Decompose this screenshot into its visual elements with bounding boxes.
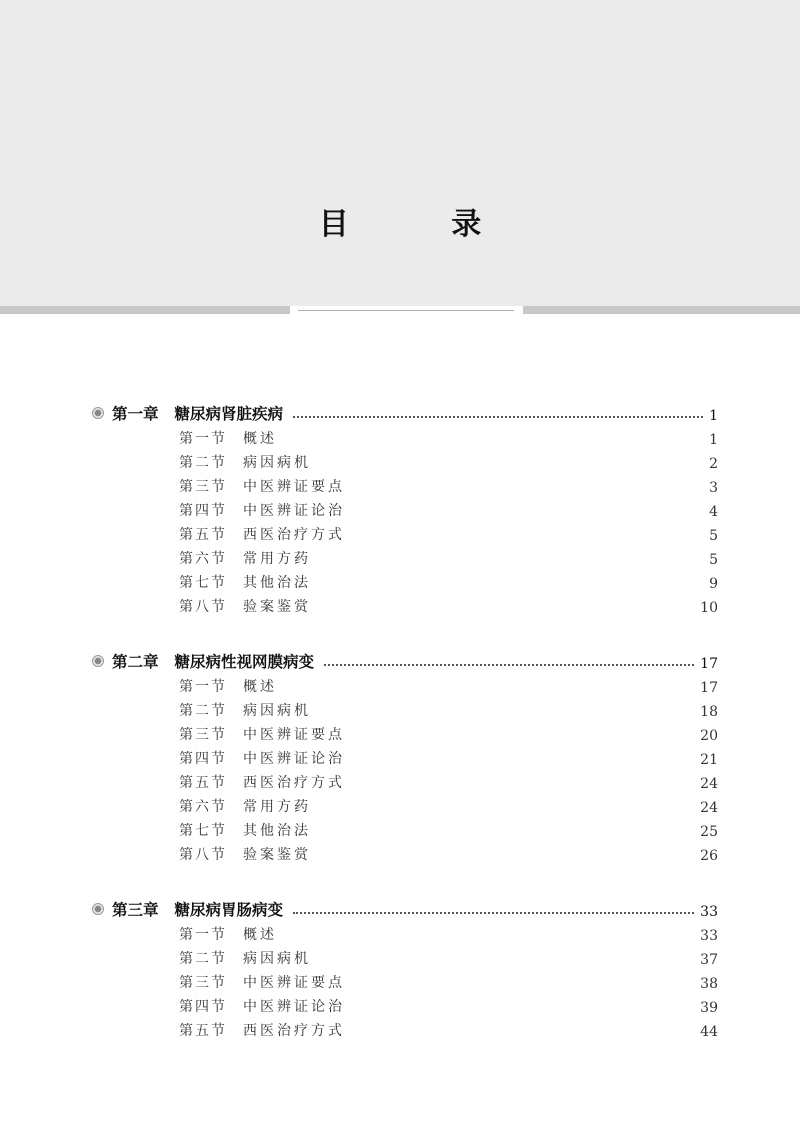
section-entry[interactable] xyxy=(179,450,718,472)
section-number: 第七节 xyxy=(179,575,227,591)
section-page: 39 xyxy=(700,1000,718,1016)
section-entry[interactable] xyxy=(179,770,718,792)
section-number: 第二节 xyxy=(179,951,227,967)
section-page: 9 xyxy=(709,576,718,592)
section-page: 24 xyxy=(700,776,718,792)
section-entry[interactable] xyxy=(179,570,718,592)
section-title: 中医辨证要点 xyxy=(243,975,345,991)
dot-leader xyxy=(293,415,703,418)
section-number: 第二节 xyxy=(179,703,227,719)
section-page: 2 xyxy=(709,456,718,472)
section-number: 第八节 xyxy=(179,847,227,863)
section-page: 1 xyxy=(709,432,718,448)
section-page: 33 xyxy=(700,928,718,944)
section-page: 37 xyxy=(700,952,718,968)
section-entry[interactable] xyxy=(179,994,718,1016)
section-title: 中医辨证论治 xyxy=(243,999,345,1015)
section-page: 24 xyxy=(700,800,718,816)
chapter-page: 33 xyxy=(700,904,718,920)
section-number: 第五节 xyxy=(179,527,227,543)
section-number: 第五节 xyxy=(179,1023,227,1039)
section-entry[interactable] xyxy=(179,746,718,768)
section-entry[interactable] xyxy=(179,522,718,544)
section-entry[interactable] xyxy=(179,698,718,720)
section-entry[interactable] xyxy=(179,946,718,968)
section-entry[interactable] xyxy=(179,426,718,448)
chapter-title: 糖尿病胃肠病变 xyxy=(174,900,284,919)
section-page: 10 xyxy=(700,600,718,616)
section-entry[interactable] xyxy=(179,674,718,696)
section-number: 第八节 xyxy=(179,599,227,615)
section-title: 病因病机 xyxy=(243,703,311,719)
header-band xyxy=(0,0,800,306)
section-entry[interactable] xyxy=(179,498,718,520)
bullet-icon xyxy=(92,407,104,419)
section-title: 概述 xyxy=(243,679,277,695)
section-number: 第四节 xyxy=(179,999,227,1015)
section-title: 西医治疗方式 xyxy=(243,1023,345,1039)
section-page: 5 xyxy=(709,528,718,544)
section-title: 西医治疗方式 xyxy=(243,527,345,543)
page-title: 目 录 xyxy=(318,207,528,242)
section-page: 25 xyxy=(700,824,718,840)
section-number: 第三节 xyxy=(179,479,227,495)
bullet-icon xyxy=(92,655,104,667)
section-entry[interactable] xyxy=(179,722,718,744)
section-entry[interactable] xyxy=(179,842,718,864)
chapter-title: 糖尿病性视网膜病变 xyxy=(174,652,315,671)
chapter-number: 第二章 xyxy=(112,652,159,671)
chapter-number: 第三章 xyxy=(112,900,159,919)
dot-leader xyxy=(293,911,694,914)
section-title: 中医辨证论治 xyxy=(243,751,345,767)
divider-center xyxy=(298,310,514,311)
section-title: 病因病机 xyxy=(243,951,311,967)
section-title: 其他治法 xyxy=(243,575,311,591)
section-number: 第五节 xyxy=(179,775,227,791)
section-entry[interactable] xyxy=(179,474,718,496)
section-title: 验案鉴赏 xyxy=(243,847,311,863)
section-number: 第一节 xyxy=(179,679,227,695)
section-page: 17 xyxy=(700,680,718,696)
chapter-entry[interactable] xyxy=(92,648,718,672)
section-entry[interactable] xyxy=(179,594,718,616)
chapter-number: 第一章 xyxy=(112,404,159,423)
section-page: 20 xyxy=(700,728,718,744)
chapter-title: 糖尿病肾脏疾病 xyxy=(174,404,284,423)
chapter-page: 1 xyxy=(709,408,718,424)
section-title: 中医辨证要点 xyxy=(243,727,345,743)
section-page: 26 xyxy=(700,848,718,864)
section-number: 第一节 xyxy=(179,431,227,447)
section-page: 38 xyxy=(700,976,718,992)
section-page: 3 xyxy=(709,480,718,496)
section-page: 18 xyxy=(700,704,718,720)
section-page: 5 xyxy=(709,552,718,568)
section-entry[interactable] xyxy=(179,546,718,568)
section-page: 4 xyxy=(709,504,718,520)
chapter-entry[interactable] xyxy=(92,400,718,424)
section-entry[interactable] xyxy=(179,970,718,992)
dot-leader xyxy=(324,663,694,666)
section-title: 其他治法 xyxy=(243,823,311,839)
section-title: 病因病机 xyxy=(243,455,311,471)
section-title: 中医辨证要点 xyxy=(243,479,345,495)
section-number: 第四节 xyxy=(179,751,227,767)
section-number: 第三节 xyxy=(179,727,227,743)
section-number: 第三节 xyxy=(179,975,227,991)
section-number: 第七节 xyxy=(179,823,227,839)
section-title: 概述 xyxy=(243,927,277,943)
section-title: 概述 xyxy=(243,431,277,447)
section-title: 西医治疗方式 xyxy=(243,775,345,791)
section-page: 44 xyxy=(700,1024,718,1040)
section-title: 常用方药 xyxy=(243,551,311,567)
section-number: 第四节 xyxy=(179,503,227,519)
section-title: 验案鉴赏 xyxy=(243,599,311,615)
section-number: 第二节 xyxy=(179,455,227,471)
section-title: 常用方药 xyxy=(243,799,311,815)
section-title: 中医辨证论治 xyxy=(243,503,345,519)
chapter-page: 17 xyxy=(700,656,718,672)
section-page: 21 xyxy=(700,752,718,768)
section-entry[interactable] xyxy=(179,1018,718,1040)
section-number: 第六节 xyxy=(179,799,227,815)
divider-right xyxy=(523,306,800,314)
divider-left xyxy=(0,306,290,314)
bullet-icon xyxy=(92,903,104,915)
section-entry[interactable] xyxy=(179,794,718,816)
section-number: 第六节 xyxy=(179,551,227,567)
section-number: 第一节 xyxy=(179,927,227,943)
section-entry[interactable] xyxy=(179,818,718,840)
chapter-entry[interactable] xyxy=(92,896,718,920)
section-entry[interactable] xyxy=(179,922,718,944)
